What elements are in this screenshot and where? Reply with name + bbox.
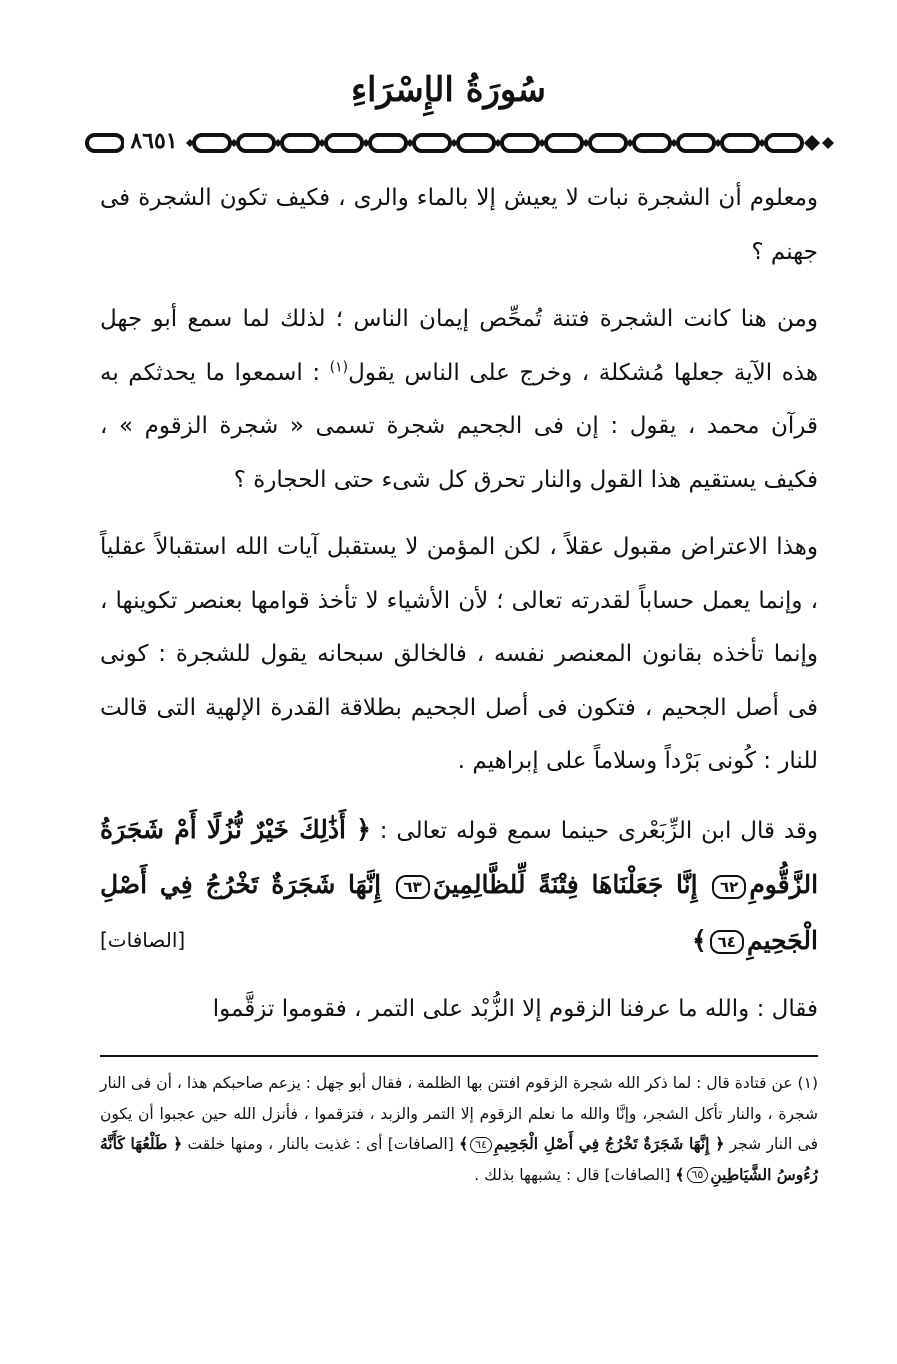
footnote-text-c: [الصافات] قال : يشبهها بذلك . <box>474 1165 671 1184</box>
footnote-divider <box>100 1055 818 1057</box>
verse-close-bracket: ﴾ <box>692 925 707 955</box>
paragraph-2 <box>100 293 818 507</box>
page-number: ٨٦٥١ <box>124 128 184 154</box>
footnote-close-b: ﴾ <box>675 1164 685 1184</box>
ayah-number-62: ٦٢ <box>712 875 746 899</box>
footnote-1 <box>100 1068 818 1190</box>
ornamental-chain-border <box>84 130 836 156</box>
footnote-text-a: (١) عن قتادة قال : لما ذكر الله شجرة الزقوم افتتن بها الظلمة ، فقال أبو جهل : يزعم صاحبكم هذا ، أن فى النار شجرة ، والنار تأكل الشجر، وإنَّا والله ما نعلم الزقوم إلا التمر والزبد ، فتزقموا ، فأنزل الله حين عجبوا أن يكون فى النار شجر <box>100 1074 818 1153</box>
footnote-ayah-number-65: ٦٥ <box>687 1167 709 1183</box>
paragraph-1: ومعلوم أن الشجرة نبات لا يعيش إلا بالماء والرى ، فكيف تكون الشجرة فى جهنم ؟ <box>100 185 818 265</box>
footnote-verse-b: ﴿ طَلْعُهَا كَأَنَّهُ رُءُوسُ الشَّيَاطِينِ <box>100 1134 818 1184</box>
quran-verse-64: إِنَّهَا شَجَرَةٌ تَخْرُجُ فِي أَصْلِ الْجَحِيمِ <box>100 870 818 955</box>
paragraph-3: وهذا الاعتراض مقبول عقلاً ، لكن المؤمن لا يستقبل آيات الله استقبالاً عقلياً ، وإنما يعمل حساباً لقدرته تعالى ؛ لأن الأشياء لا تأخذ قوامها بعنصر تكوينها ، وإنما تأخذه بقانون المعنصر نفسه ، فالخالق سبحانه يقول للشجرة : كونى فى أصل الجحيم ، فتكون فى أصل الجحيم بطلاقة القدرة الإلهية التى قالت للنار : كُونى بَرْداً وسلاماً على إبراهيم . <box>100 534 818 774</box>
main-text <box>100 172 818 1037</box>
quran-verse-62: ﴿ أَذَٰلِكَ خَيْرٌ نُّزُلًا أَمْ شَجَرَةُ الزَّقُّومِ <box>100 814 819 899</box>
footnote-close-a: ﴾ <box>459 1134 469 1153</box>
paragraph-4-quran-quote <box>100 803 818 970</box>
footnote-ayah-number-64: ٦٤ <box>470 1137 492 1153</box>
paragraph-5: فقال : والله ما عرفنا الزقوم إلا الزُّبْد على التمر ، فقوموا تزقَّموا <box>212 996 818 1022</box>
paragraph-2-text-a: ومن هنا كانت الشجرة فتنة تُمحِّص إيمان الناس ؛ لذلك لما سمع أبو جهل هذه الآية جعلها مُشكلة ، وخرج على الناس يقول <box>100 306 818 386</box>
quote-intro: وقد قال ابن الزِّبَعْرى حينما سمع قوله تعالى : <box>379 817 819 844</box>
ayah-number-63: ٦٣ <box>396 875 430 899</box>
quran-verse-63: إِنَّا جَعَلْنَاهَا فِتْنَةً لِّلظَّالِمِينَ <box>432 870 698 899</box>
surah-title: سُورَةُ الإِسْرَاءِ <box>351 70 546 110</box>
footnote <box>100 1068 818 1190</box>
ayah-number-64: ٦٤ <box>710 930 744 954</box>
surah-source: [الصافات] <box>100 927 186 952</box>
footnote-text-b: [الصافات] أى : غذيت بالنار ، ومنها خلقت <box>187 1135 454 1153</box>
paragraph-2-text-b: : اسمعوا ما يحدثكم به قرآن محمد ، يقول : إن فى الجحيم شجرة تسمى « شجرة الزقوم » ، فكيف يستقيم هذا القول والنار تحرق كل شىء حتى الحجارة ؟ <box>100 359 818 493</box>
footnote-marker: (١) <box>329 358 349 375</box>
footnote-verse-a: ﴿ إِنَّهَا شَجَرَةٌ تَخْرُجُ فِي أَصْلِ الْجَحِيمِ <box>494 1134 725 1153</box>
